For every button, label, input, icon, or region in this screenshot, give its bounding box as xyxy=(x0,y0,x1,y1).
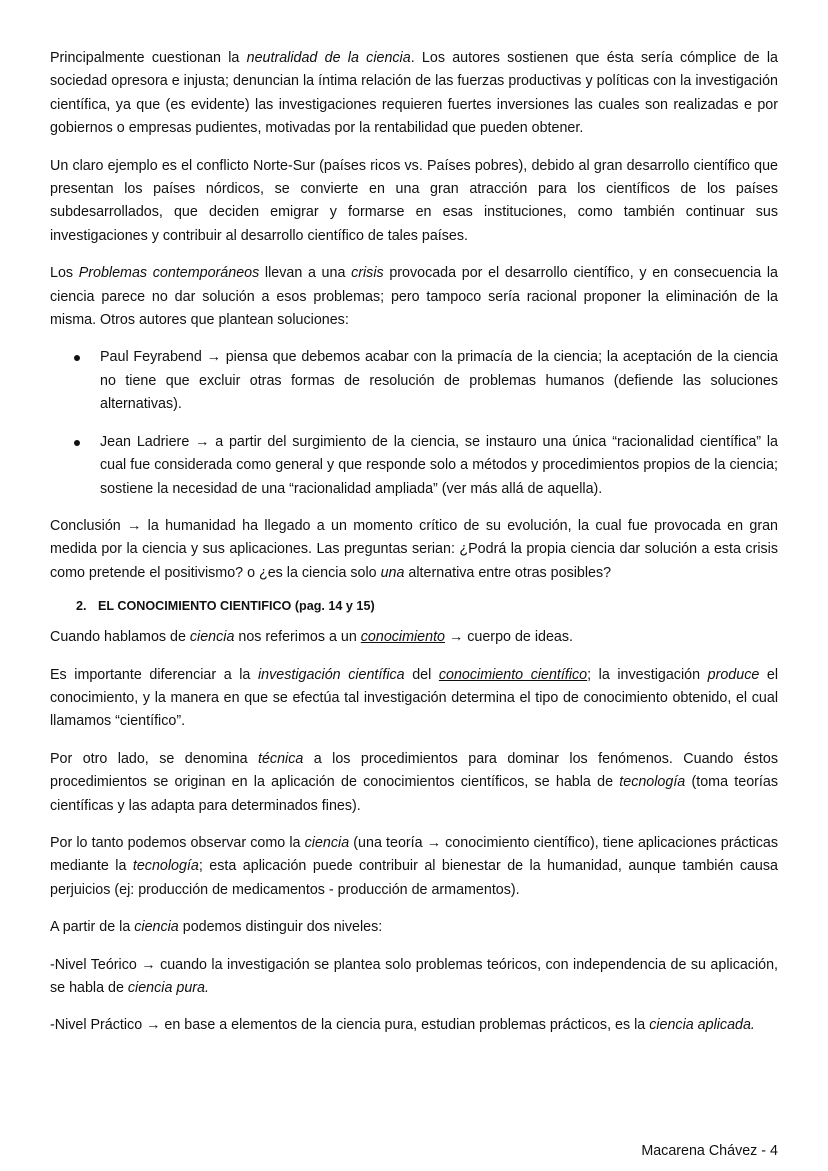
list-item: Paul Feyrabend → piensa que debemos acabar con la primacía de la ciencia; la aceptación de la ciencia no tiene que excluir otras formas de resolución de problemas humanos (defiende las soluciones alternativas). xyxy=(50,346,778,416)
page-footer: Macarena Chávez - 4 xyxy=(641,1143,778,1159)
section-number: 2. xyxy=(76,599,87,614)
bullet-icon xyxy=(74,355,80,361)
paragraph-nivel-practico: -Nivel Práctico → en base a elementos de la ciencia pura, estudian problemas prácticos, es la ciencia aplicada. xyxy=(50,1017,755,1034)
paragraph-aplicaciones: Por lo tanto podemos observar como la ciencia (una teoría → conocimiento científico), tiene aplicaciones prácticas mediante la tecnología; esta aplicación puede contribuir al bienestar de la humanidad, aunque también causa perjuicios (ej: producción de medicamentos - producción de armamentos). xyxy=(50,834,778,898)
bullet-icon xyxy=(74,440,80,446)
document-body xyxy=(50,47,778,1052)
paragraph-niveles: A partir de la ciencia podemos distinguir dos niveles: xyxy=(50,919,383,936)
paragraph-tecnica-tecnologia: Por otro lado, se denomina técnica a los procedimientos para dominar los fenómenos. Cuando éstos procedimientos se originan en la aplicación de conocimientos científicos, se habla de tecnología (toma teorías científicas y las adapta para determinados fines). xyxy=(50,750,778,814)
list-item: Jean Ladriere → a partir del surgimiento de la ciencia, se instauro una única “racionalidad científica” la cual fue considerada como general y que responde solo a métodos y procedimientos propios de la ciencia; sostiene la necesidad de una “racionalidad ampliada” (ver más allá de aquella). xyxy=(50,431,778,501)
paragraph-investigacion-vs-conocimiento: Es importante diferenciar a la investigación científica del conocimiento científico; la investigación produce el conocimiento, y la manera en que se efectúa tal investigación determina el tipo de conocimiento obtenido, el cual llamamos “científico”. xyxy=(50,666,779,730)
paragraph-conclusion: Conclusión → la humanidad ha llegado a un momento crítico de su evolución, la cual fue provocada en gran medida por la ciencia y sus aplicaciones. Las preguntas serian: ¿Podrá la propia ciencia dar solución a esta crisis como pretende el positivismo? o ¿es la ciencia solo una alternativa entre otras posibles? xyxy=(50,517,778,581)
paragraph-problemas-contemporaneos: Los Problemas contemporáneos llevan a una crisis provocada por el desarrollo científico, y en consecuencia la ciencia parece no dar solución a esos problemas; pero tampoco sería racional proponer la eliminación de la misma. Otros autores que plantean soluciones: xyxy=(50,265,779,329)
section-heading xyxy=(50,596,778,616)
authors-list xyxy=(50,346,778,500)
paragraph-norte-sur: Un claro ejemplo es el conflicto Norte-Sur (países ricos vs. Países pobres), debido al gran desarrollo científico que presentan los países nórdicos, se convierte en una gran atracción para los científicos de los países subdesarrollados, que deciden emigrar y formarse en esas instituciones, como también continuar sus investigaciones y contribuir al desarrollo científico de tales países. xyxy=(50,157,778,244)
paragraph-ciencia-definicion: Cuando hablamos de ciencia nos referimos a un conocimiento → cuerpo de ideas. xyxy=(50,629,573,646)
paragraph-nivel-teorico: -Nivel Teórico → cuando la investigación se plantea solo problemas teóricos, con independencia de su aplicación, se habla de ciencia pura. xyxy=(50,956,778,996)
paragraph-neutralidad: Principalmente cuestionan la neutralidad de la ciencia. Los autores sostienen que ésta sería cómplice de la sociedad opresora e injusta; denuncian la íntima relación de las fuerzas productivas y políticas con la investigación científica, ya que (es evidente) las investigaciones requieren fuertes inversiones las cuales son realizadas e por gobiernos o empresas pudientes, motivadas por la rentabilidad que pueden obtener. xyxy=(50,50,779,137)
section-title: EL CONOCIMIENTO CIENTIFICO (pag. 14 y 15) xyxy=(98,599,375,614)
